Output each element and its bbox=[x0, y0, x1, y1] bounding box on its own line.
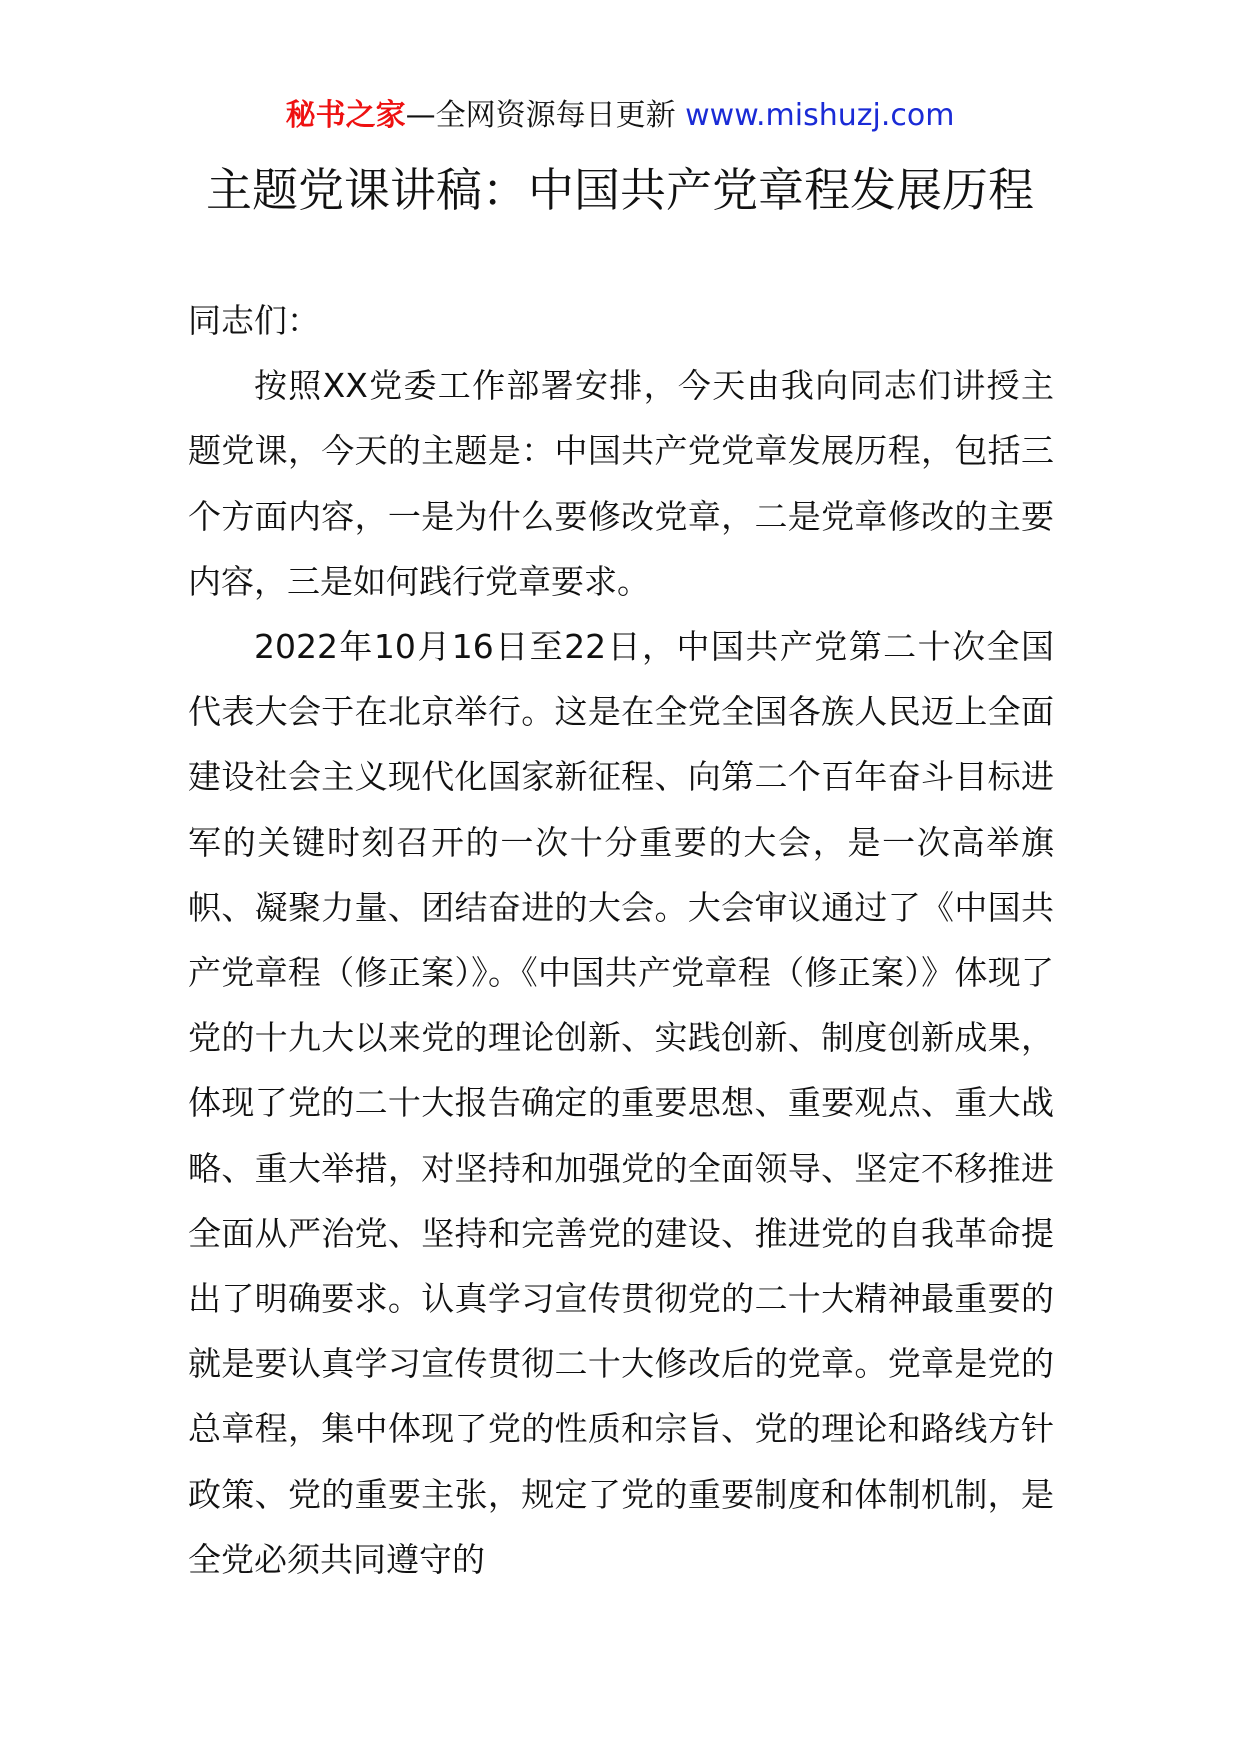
header-tagline: —全网资源每日更新 bbox=[405, 98, 686, 133]
brand-name: 秘书之家 bbox=[285, 98, 406, 133]
salutation: 同志们： bbox=[188, 301, 320, 340]
site-url-link[interactable]: www.mishuzj.com bbox=[685, 98, 955, 133]
body-paragraph-2: 2022年10月16日至22日，中国共产党第二十次全国代表大会于在北京举行。这是在全党全国各族人民迈上全面建设社会主义现代化国家新征程、向第二个百年奋斗目标进军的关键时刻召开的一次十分重要的大会，是一次高举旗帜、凝聚力量、团结奋进的大会。大会审议通过了《中国共产党章程（修正案）》。《中国共产党章程（修正案）》体现了党的十九大以来党的理论创新、实践创新、制度创新成果，体现了党的二十大报告确定的重要思想、重要观点、重大战略、重大举措，对坚持和加强党的全面领导、坚定不移推进全面从严治党、坚持和完善党的建设、推进党的自我革命提出了明确要求。认真学习宣传贯彻党的二十大精神最重要的就是要认真学习宣传贯彻二十大修改后的党章。党章是党的总章程，集中体现了党的性质和宗旨、党的理论和路线方针政策、党的重要主张，规定了党的重要制度和体制机制，是全党必须共同遵守的 bbox=[188, 627, 1054, 1579]
site-header bbox=[0, 96, 1240, 136]
document-title: 主题党课讲稿：中国共产党章程发展历程 bbox=[206, 163, 1034, 217]
document-body bbox=[188, 288, 1054, 1592]
body-paragraph-1: 按照XX党委工作部署安排，今天由我向同志们讲授主题党课，今天的主题是：中国共产党党章发展历程，包括三个方面内容，一是为什么要修改党章，二是党章修改的主要内容，三是如何践行党章要求。 bbox=[188, 366, 1054, 601]
